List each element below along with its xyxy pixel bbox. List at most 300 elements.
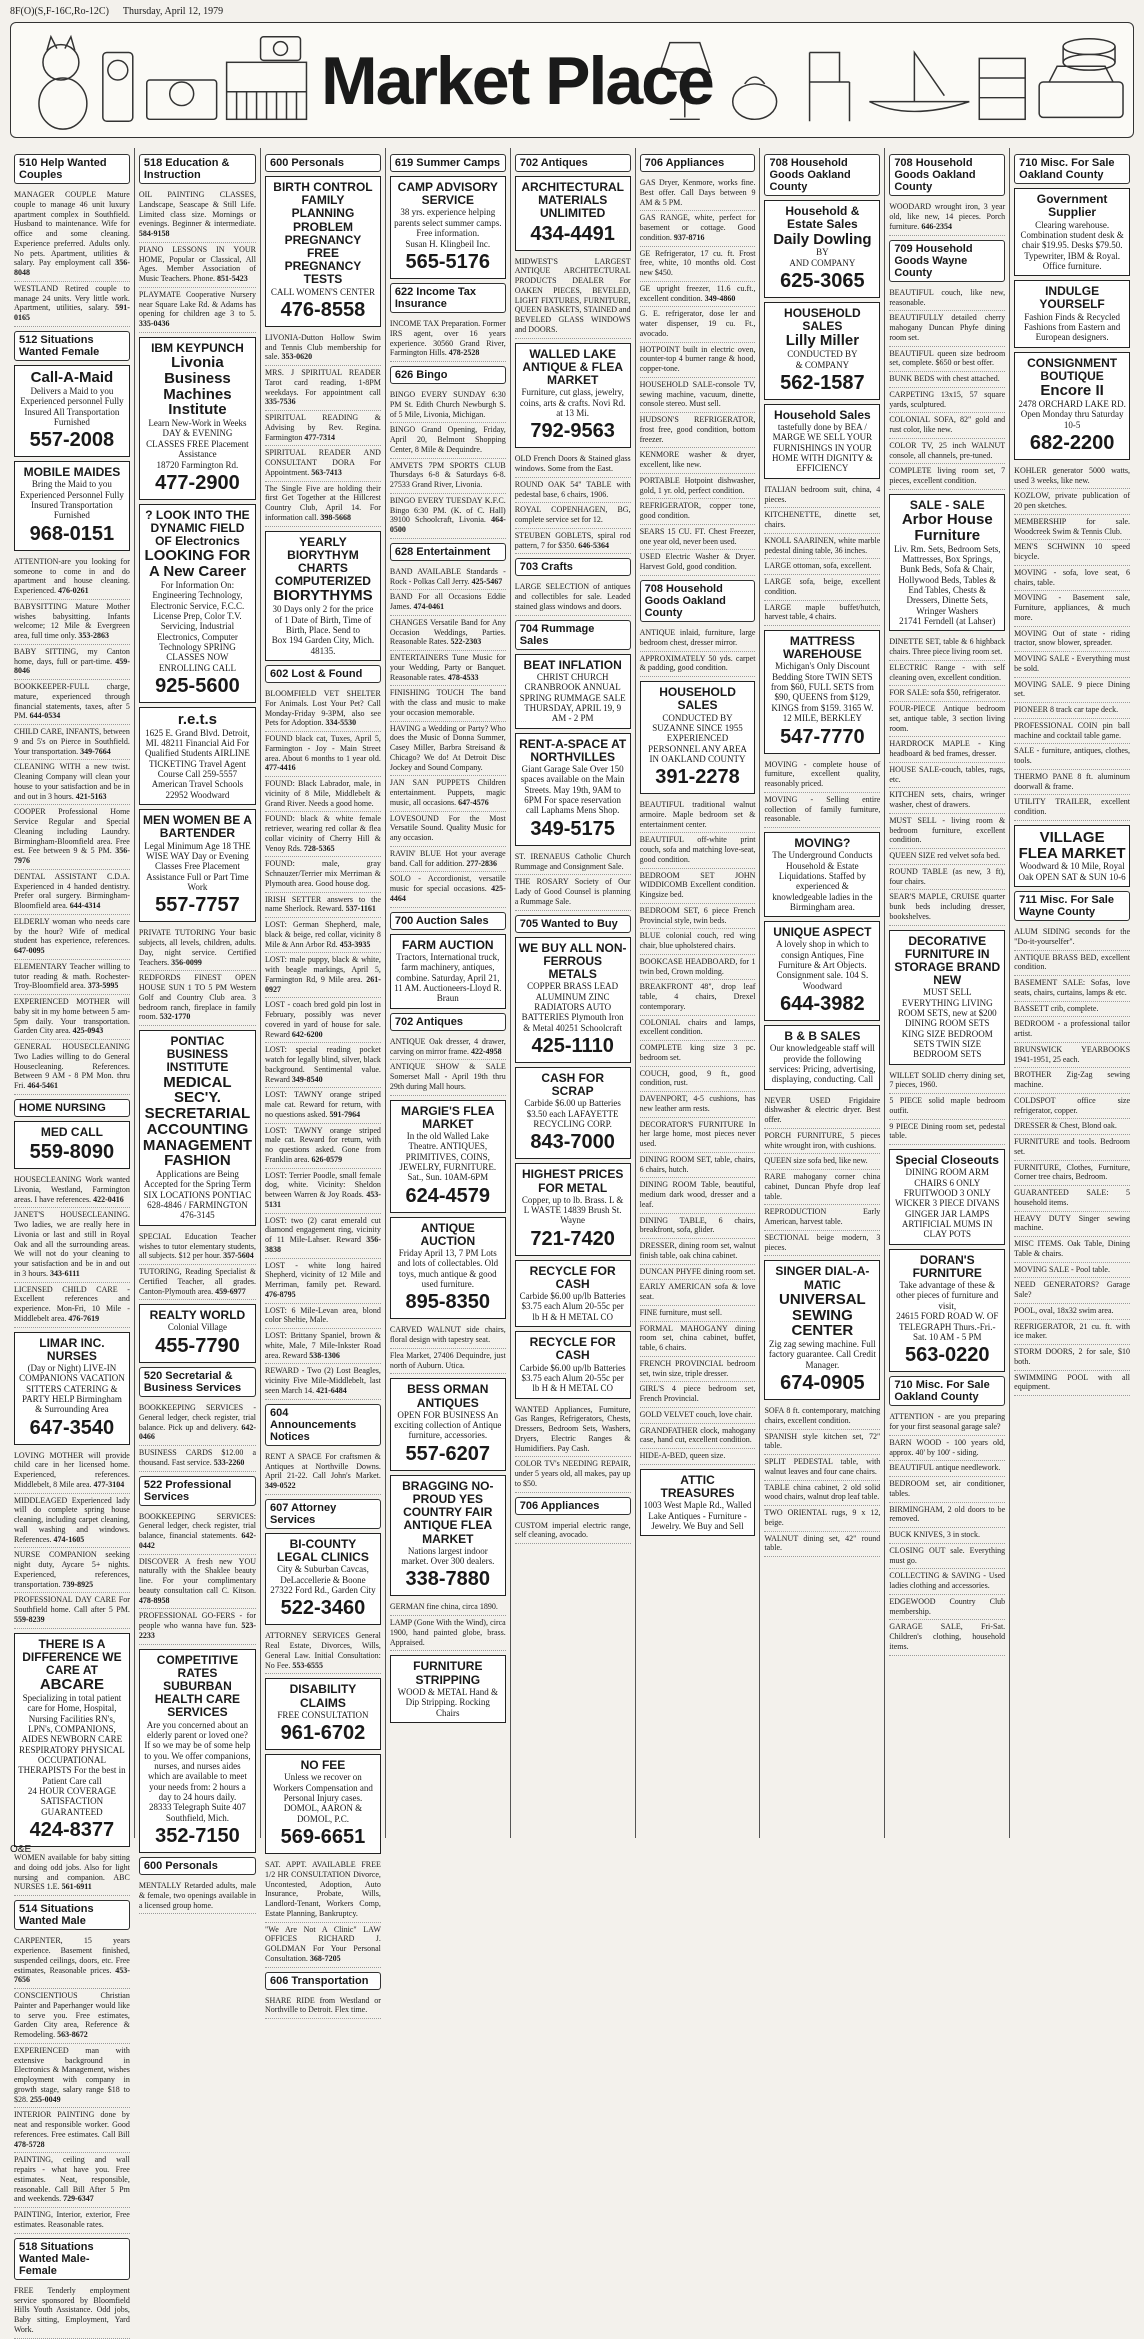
classified-ad bbox=[139, 1609, 256, 1644]
classified-ad bbox=[139, 971, 256, 1026]
ad-text: MUST SELL EVERYTHING LIVING ROOM SETS, new at $200 DINING ROOM SETS KING SIZE BEDROOM SETS TWIN SIZE BEDROOM SETS bbox=[897, 987, 997, 1060]
classified-ad bbox=[764, 575, 880, 601]
ad-phone: 647-3540 bbox=[29, 1416, 115, 1439]
ad-phone: 563-7413 bbox=[311, 467, 342, 477]
section-heading: 710 Misc. For Sale Oakland County bbox=[1014, 154, 1130, 184]
classified-ad bbox=[265, 1364, 381, 1399]
classified-ad bbox=[139, 1265, 256, 1300]
ad-body: MOVING SALE - Everything must be sold. bbox=[1014, 654, 1131, 673]
section-heading: 522 Professional Services bbox=[139, 1476, 256, 1506]
classified-ad bbox=[640, 282, 756, 308]
ad-body: ITALIAN bedroom suit, china, 4 pieces. bbox=[764, 484, 881, 504]
ad-phone: 349-5175 bbox=[530, 817, 615, 840]
display-ad bbox=[139, 1030, 256, 1226]
ad-body: FOUR-PIECE Antique bedroom set, antique table, 3 section living room. bbox=[889, 704, 1006, 733]
ad-body: USED Electric Washer & Dryer. Harvest Gold, good condition. bbox=[639, 552, 756, 572]
ad-phone: 557-7757 bbox=[155, 894, 240, 917]
ad-text: MEN WOMEN BE A BARTENDER bbox=[142, 813, 252, 841]
ad-body: ELDERLY woman who needs care by the hour? Wife of medical student has experience, references. bbox=[14, 916, 130, 946]
classified-ad bbox=[14, 725, 130, 760]
ad-body: WANTED Appliances, Furniture, Gas Ranges, Refrigerators, Chests, Dressers, Bedroom Sets, Washers, Dryers, Electric Ranges & Humidifiers. Pay Cash. bbox=[514, 1404, 631, 1453]
section-heading: 607 Attorney Services bbox=[265, 1499, 381, 1529]
classified-ad bbox=[640, 1178, 756, 1213]
classified-column bbox=[636, 148, 761, 1838]
ad-body: KENMORE washer & dryer, excellent, like new. bbox=[639, 450, 756, 470]
classified-ad bbox=[889, 1503, 1005, 1529]
classified-ad bbox=[390, 651, 506, 686]
display-ad bbox=[390, 1100, 506, 1213]
ad-text: FURNITURE STRIPPING bbox=[413, 1659, 483, 1687]
ad-body: INTERIOR PAINTING done by neat and responsible worker. Good references. Free estimates. Call Bill bbox=[14, 2110, 130, 2139]
ad-text: CONSIGNMENT BOUTIQUE bbox=[1027, 355, 1118, 383]
ad-phone: 349-4860 bbox=[704, 293, 736, 303]
classified-ad bbox=[640, 1214, 756, 1240]
ad-body: EDGEWOOD Country Club membership. bbox=[889, 1596, 1006, 1616]
ad-text: City & Suburban Cavcas, DeLaccellerie & Boone 27322 Ford Rd., Garden City bbox=[270, 1564, 376, 1596]
classified-ad bbox=[265, 482, 381, 527]
ad-body: BEAUTIFUL couch, like new, reasonable. bbox=[889, 287, 1006, 307]
section-heading: 708 Household Goods Oakland County bbox=[889, 154, 1005, 196]
ad-phone: 261-0927 bbox=[265, 974, 381, 994]
ad-text: Government Supplier bbox=[1036, 192, 1108, 220]
ad-text: WE BUY ALL NON-FERROUS METALS bbox=[518, 940, 627, 981]
ad-text: Lilly Miller bbox=[785, 332, 860, 350]
classified-ad bbox=[1014, 1212, 1130, 1238]
ad-text: Giant Garage Sale Over 150 spaces available on the Main Streets. May 19th, 9AM to 6PM For space reservation call Laphams Mens Shop. bbox=[520, 764, 625, 816]
ad-body: NEVER USED Frigidaire dishwasher & electric dryer. Best offer. bbox=[764, 1095, 881, 1125]
ad-body: ALUM SIDING seconds for the "Do-it-yourselfer". bbox=[1014, 927, 1131, 946]
ad-body: SOLO - Accordionist, versatile music for special occasions. bbox=[389, 874, 506, 894]
ad-body: BINGO Grand Opening, Friday, April 20, Belmont Shopping Center, 8 Mile & Dequindre. bbox=[389, 425, 506, 454]
ad-text: 1003 West Maple Rd., Walled Lake Antiques - Furniture - Jewelry. We Buy and Sell bbox=[643, 1500, 752, 1532]
ad-text: Our knowledgeable staff will provide the following services: Pricing, advertising, displaying, conducting. Call bbox=[769, 1043, 876, 1085]
ad-phone: 357-5604 bbox=[223, 1251, 254, 1261]
ad-phone: 559-8239 bbox=[14, 1614, 45, 1624]
display-ad bbox=[515, 1260, 631, 1327]
classified-ad bbox=[640, 1067, 756, 1093]
classified-ad bbox=[889, 890, 1005, 925]
ad-body: TUTORING, Reading Specialist & Certified Teacher, all grades. Canton-Plymouth area. bbox=[138, 1267, 257, 1296]
masthead-title: Market Place bbox=[321, 43, 713, 119]
ad-body: DAVENPORT, 4-5 cushions, has new leather arm rests. bbox=[639, 1094, 756, 1113]
classified-ad bbox=[14, 1548, 130, 1593]
classified-ad bbox=[640, 499, 756, 525]
ad-text: 24 HOUR COVERAGE SATISFACTION GUARANTEED bbox=[27, 1786, 116, 1817]
classified-ad bbox=[640, 474, 756, 500]
ad-phone: 728-5365 bbox=[303, 843, 335, 853]
ad-text: Arbor House Furniture bbox=[901, 511, 993, 544]
ad-body: REWARD - Two (2) Lost Beagles, vicinity Five Mile-Middlebelt, last seen March 14. bbox=[265, 1366, 381, 1395]
ad-body: POOL, oval, 18x32 swim area. bbox=[1014, 1305, 1114, 1315]
classified-ad bbox=[265, 857, 381, 892]
classified-ad bbox=[265, 1450, 381, 1495]
ad-phone: 626-0579 bbox=[311, 1154, 343, 1164]
ad-text: CONDUCTED BY SUZANNE SINCE 1955 EXPERIENCED PERSONNEL ANY AREA IN OAKLAND COUNTY bbox=[648, 712, 747, 764]
ad-body: BAND AVAILABLE Standards - Rock - Polkas Call Jerry. bbox=[389, 566, 506, 586]
classified-ad bbox=[640, 980, 756, 1015]
ad-body: NEED GENERATORS? Garage Sale? bbox=[1014, 1280, 1131, 1300]
ad-text: DISABILITY CLAIMS bbox=[289, 1682, 357, 1710]
ad-body: DINING TABLE, 6 chairs, breakfront, sofa, glider. bbox=[639, 1215, 756, 1235]
ad-phone: 477-3104 bbox=[93, 1479, 125, 1489]
display-ad bbox=[139, 1649, 256, 1853]
ad-phone: 424-8377 bbox=[29, 1819, 115, 1842]
ad-body: COUCH, good, 9 ft., good condition, rust. bbox=[639, 1068, 756, 1088]
ad-body: ATTORNEY SERVICES General Real Estate, Divorces, Wills, General Law. Initial Consultation: No Fee. bbox=[265, 1631, 381, 1670]
ad-body: EXPERIENCED man with extensive background in Electronics & Management, wishes employment with company in growth stage, salary range $18 to $28. bbox=[14, 2045, 130, 2104]
ad-body: HAVING a Wedding or Party? Who does the Music of Donna Summer, Casey Miller, Barbra Streisand & Chicago? We do! At Detroit Disc Jockey and Sound Company. bbox=[389, 723, 506, 772]
ad-text: Furniture, cut glass, jewelry, coins, arts & crafts. Novi Rd. at 13 Mi. bbox=[519, 387, 626, 418]
ad-body: FURNITURE and tools. Bedroom set. bbox=[1014, 1137, 1131, 1156]
ad-body: PORTABLE Hotpoint dishwasher, gold, 1 yr. old, perfect condition. bbox=[639, 475, 756, 495]
ad-body: HOUSEHOLD SALE-console TV, sewing machine, vacuum, dinette, console stereo. Must sell. bbox=[639, 379, 756, 409]
ad-text: Carbide $6.00 up Batteries $3.50 each LAFAYETTE RECYCLING CORP. bbox=[524, 1098, 621, 1129]
classified-ad bbox=[14, 2108, 130, 2153]
ad-text: REALTY WORLD bbox=[149, 1308, 246, 1323]
ad-body: CUSTOM imperial electric range, self cleaning, avocado. bbox=[514, 1520, 631, 1540]
ad-phone: 474-1605 bbox=[53, 1534, 85, 1544]
classified-ad bbox=[1014, 770, 1130, 796]
ad-text: Friday April 13, 7 PM Lots and lots of collectables. Old toys, much antique & good used furniture. bbox=[397, 1248, 499, 1290]
classified-ad bbox=[265, 1329, 381, 1364]
ad-body: LARGE sofa, beige, excellent condition. bbox=[764, 577, 881, 596]
ad-text: Learn New-Work in Weeks DAY & EVENING CLASSES FREE Placement Assistance bbox=[146, 418, 249, 460]
ad-body: GIRL'S 4 piece bedroom set, French Provincial. bbox=[639, 1384, 756, 1404]
ad-body: LOST: 6 Mile-Levan area, blond color Sheltie, Male. bbox=[265, 1305, 381, 1325]
classified-ad bbox=[1014, 925, 1130, 951]
classified-ad bbox=[889, 661, 1005, 687]
ad-text: DECORATIVE FURNITURE IN STORAGE BRAND NEW bbox=[894, 933, 1001, 988]
classified-ad bbox=[640, 307, 756, 342]
classified-ad bbox=[265, 1923, 381, 1968]
classified-ad bbox=[640, 652, 756, 678]
ad-body: RARE mahogany corner china cabinet, Duncan Phyfe drop leaf table. bbox=[764, 1172, 881, 1201]
ad-body: LARGE SELECTION of antiques and collectibles for sale. Leaded stained glass windows and doors. bbox=[514, 582, 631, 611]
classified-ad bbox=[265, 777, 381, 812]
classified-ad bbox=[1014, 1068, 1130, 1094]
classified-ad bbox=[1014, 1161, 1130, 1187]
classified-ad bbox=[889, 388, 1005, 414]
ad-body: SAT. APPT. AVAILABLE FREE 1/2 HR CONSULTATION Divorce, Uncontested, Adoption, Auto Insurance, Probate, Wills, Landlord-Tenant, Workers Comp, Estate Planning, Bankruptcy. bbox=[265, 1860, 381, 1918]
classified-ad bbox=[265, 812, 381, 857]
ad-body: COLONIAL SOFA, 82" gold and rust color, like new. bbox=[889, 415, 1006, 435]
classified-ad bbox=[14, 1989, 130, 2044]
ad-body: STORM DOORS, 2 for sale, $10 both. bbox=[1014, 1347, 1131, 1366]
classified-ad bbox=[390, 494, 506, 539]
ad-text: UNIQUE ASPECT bbox=[773, 925, 872, 940]
classified-ad bbox=[889, 347, 1005, 373]
chair-icon bbox=[810, 52, 850, 121]
ad-phone: 421-5163 bbox=[75, 791, 107, 801]
classified-ad bbox=[1014, 1043, 1130, 1069]
display-ad bbox=[265, 1678, 381, 1750]
display-ad bbox=[764, 832, 880, 917]
ad-phone: 349-7664 bbox=[80, 746, 111, 756]
ad-phone: 455-7790 bbox=[155, 1334, 240, 1357]
section-heading: 606 Transportation bbox=[265, 1972, 381, 1990]
classified-ad bbox=[889, 1461, 1005, 1477]
ad-phone: 925-5600 bbox=[155, 675, 240, 697]
ad-text: Carbide $6.00 up/lb Batteries $3.75 each Alum 20-55c per lb H & H METAL CO bbox=[519, 1291, 626, 1322]
classified-ad bbox=[14, 1283, 130, 1328]
ad-text: ABCARE bbox=[39, 1676, 105, 1694]
ad-phone: 937-8716 bbox=[673, 232, 705, 242]
display-ad bbox=[390, 1378, 506, 1470]
classified-ad bbox=[139, 188, 256, 243]
classified-ad bbox=[390, 459, 506, 494]
ad-text: A lovely shop in which to consign Antiques, Fine Furniture & Art Objects. Consignment sale. 104 S. Woodward bbox=[776, 939, 869, 991]
classified-ad bbox=[889, 1410, 1005, 1436]
ad-body: CARPETING 13x15, 57 square yards, sculptured. bbox=[889, 389, 1006, 409]
classified-ad bbox=[515, 850, 631, 876]
ad-body: REPRODUCTION Early American, harvest table. bbox=[764, 1207, 881, 1227]
display-ad bbox=[764, 921, 880, 1021]
display-ad bbox=[515, 1331, 631, 1398]
ad-text: RECYCLE FOR CASH bbox=[529, 1263, 616, 1291]
display-ad bbox=[889, 1149, 1005, 1245]
ad-text: Tractors, International truck, farm machinery, antiques, combine. Saturday, April 21, 11 AM. Auctioneers-Lloyd R. Braun bbox=[394, 952, 502, 1004]
section-heading: 604 Announcements Notices bbox=[265, 1404, 381, 1446]
classified-ad bbox=[515, 478, 631, 504]
classified-ad bbox=[265, 366, 381, 411]
ad-text: Zig zag sewing machine. Full factory guarantee. Call Credit Manager. bbox=[768, 1339, 876, 1370]
display-ad bbox=[889, 1249, 1005, 1372]
classified-ad bbox=[1014, 1002, 1130, 1018]
ad-phone: 851-5423 bbox=[217, 274, 248, 284]
ad-body: UTILITY TRAILER, excellent condition. bbox=[1014, 797, 1131, 817]
display-ad bbox=[640, 1469, 756, 1536]
display-ad bbox=[1014, 188, 1130, 276]
ad-body: GAS RANGE, white, perfect for basement or cottage. Good condition. bbox=[639, 213, 756, 242]
classified-ad bbox=[640, 1041, 756, 1067]
ad-phone: 565-5176 bbox=[405, 250, 491, 273]
ad-phone: 425-0943 bbox=[72, 1026, 104, 1036]
ad-body: LOST: German Shepherd, male, black & beige, red collar, vicinity 8 Mile & Ann Arbor Rd. bbox=[265, 920, 381, 949]
ad-body: MOVING - sofa, love seat, 6 chairs, table. bbox=[1014, 567, 1131, 587]
ad-body: HOUSECLEANING Work wanted Livonia, Westland, Farmington areas. I have references. bbox=[14, 1175, 130, 1204]
ad-phone: 642-6200 bbox=[291, 1029, 323, 1039]
ad-body: FINE furniture, must sell. bbox=[639, 1307, 723, 1317]
classified-ad bbox=[640, 1016, 756, 1042]
ad-text: COPPER BRASS LEAD ALUMINUM ZINC RADIATORS AUTO BATTERIES Plymouth Iron & Metal 40251 Schoolcraft bbox=[521, 981, 624, 1033]
ad-body: QUEEN SIZE red velvet sofa bed. bbox=[889, 851, 1000, 860]
ad-text: CONDUCTED BY bbox=[787, 349, 858, 360]
section-heading: 602 Lost & Found bbox=[265, 665, 381, 683]
ad-body: GE Refrigerator, 17 cu. ft. Frost free, white, 10 months old. Cost new $450. bbox=[639, 248, 756, 278]
classified-ad bbox=[889, 286, 1005, 312]
ad-body: SPIRITUAL READING & Advising by Rev. Regina. Farmington bbox=[265, 413, 381, 442]
ad-phone: 562-1587 bbox=[780, 371, 865, 394]
ad-phone: 547-7770 bbox=[780, 725, 865, 748]
camera-icon bbox=[261, 37, 301, 61]
section-heading: 514 Situations Wanted Male bbox=[14, 1900, 130, 1930]
ad-phone: 584-9158 bbox=[138, 229, 170, 239]
ad-body: LARGE ottoman, sofa, excellent. bbox=[764, 561, 872, 571]
classified-ad bbox=[390, 686, 506, 721]
ad-body: ANTIQUE SHOW & SALE Somerset Mall - April 19th thru 29th during Mall hours. bbox=[389, 1062, 506, 1091]
classified-ad bbox=[889, 1569, 1005, 1595]
ad-body: LOST: two (2) carat emerald cut diamond engagement ring, vicinity of 11 Mile-Lahser. Reward bbox=[265, 1215, 381, 1244]
ad-phone: 968-0151 bbox=[29, 522, 115, 545]
ad-phone: 792-9563 bbox=[530, 420, 615, 443]
ad-text: YEARLY BIORYTHYM CHARTS COMPUTERIZED bbox=[274, 534, 371, 589]
ad-phone: 464-5461 bbox=[27, 1081, 59, 1091]
ad-body: MOVING Out of state - riding tractor, snow blower, spreader. bbox=[1014, 628, 1131, 648]
classified-ad bbox=[889, 439, 1005, 465]
ad-text: FARM AUCTION bbox=[402, 937, 494, 952]
classified-ad bbox=[515, 529, 631, 555]
ad-body: BEDROOM - a professional tailor artist. bbox=[1014, 1019, 1131, 1039]
section-heading: HOME NURSING bbox=[14, 1099, 130, 1117]
ad-text: 38 yrs. experience helping parents select summer camps. Free information. bbox=[394, 207, 502, 239]
classified-ad bbox=[14, 2208, 130, 2234]
section-heading: 628 Entertainment bbox=[390, 543, 506, 561]
classified-ad bbox=[1014, 795, 1130, 821]
classified-ad bbox=[640, 1280, 756, 1306]
classified-ad bbox=[764, 1231, 880, 1257]
ad-text: Household Sales bbox=[774, 407, 871, 422]
classified-ad bbox=[14, 1173, 130, 1208]
classified-ad bbox=[390, 847, 506, 873]
ad-text: Carbide $6.00 up/lb Batteries $3.75 each Alum 20-55c per lb H & H METAL CO bbox=[519, 1362, 626, 1394]
ad-body: MOVING SALE - Pool table. bbox=[1014, 1264, 1110, 1274]
display-ad bbox=[889, 494, 1005, 631]
section-heading: 700 Auction Sales bbox=[390, 912, 506, 930]
ad-phone: 476-8558 bbox=[280, 298, 366, 321]
classified-ad bbox=[14, 915, 130, 960]
display-ad bbox=[390, 1655, 506, 1722]
section-heading: 706 Appliances bbox=[515, 1497, 631, 1515]
classified-ad bbox=[1014, 540, 1130, 566]
classified-ad bbox=[265, 1629, 381, 1674]
display-ad bbox=[1014, 280, 1130, 347]
ad-body: MEMBERSHIP for sale. Woodcreek Swim & Tennis Club. bbox=[1014, 516, 1131, 536]
page-header bbox=[10, 6, 1134, 20]
classified-ad bbox=[640, 378, 756, 413]
ad-body: ATTENTION - are you preparing for your first seasonal garage sale? bbox=[889, 1412, 1006, 1432]
ad-body: HEAVY DUTY Singer sewing machine. bbox=[1014, 1213, 1131, 1233]
classified-ad bbox=[764, 758, 880, 793]
ad-text: 1625 E. Grand Blvd. Detroit, MI. 48211 Financial Aid For Qualified Students AIRLINE TICKETING Travel Agent Course Call 259-5557 American Travel Schools 22952 Woodward bbox=[144, 727, 250, 800]
ad-phone: 557-6207 bbox=[405, 1442, 491, 1465]
classified-ad bbox=[14, 2153, 130, 2208]
ad-body: DENTAL ASSISTANT C.D.A. Experienced in 4 handed dentistry. Prefer oral surgery. Birmingham-Bloomfield area. bbox=[14, 871, 130, 911]
classified-ad bbox=[1014, 1320, 1130, 1346]
ad-body: PIANO LESSONS IN YOUR HOME, Popular or Classical, All Ages. Member Association of Music Teachers. Phone. bbox=[138, 244, 257, 284]
display-ad bbox=[265, 1754, 381, 1854]
classified-ad bbox=[515, 452, 631, 478]
ad-body: LOST - coach bred gold pin lost in February, possibly was never covered in yard of house for sale. Reward bbox=[265, 1000, 381, 1039]
ad-body: ROUND OAK 54" TABLE with pedestal base, 6 chairs, 1906. bbox=[514, 479, 631, 499]
ad-phone: 477-4416 bbox=[265, 763, 296, 773]
ad-text: SINGER DIAL-A-MATIC bbox=[775, 1264, 870, 1292]
ad-text: Liv. Rm. Sets, Bedroom Sets, Mattresses, Box Springs, Bunk Beds, Sofa & Chair, Hollywood Beds, Tables & End Tables, Chests & Dressers, Dinette Sets, Wringer Washers bbox=[894, 543, 1001, 616]
section-heading: 702 Antiques bbox=[515, 154, 631, 172]
ad-phone: 642-0466 bbox=[138, 1422, 257, 1442]
ad-body: REDFORDS FINEST OPEN HOUSE SUN 1 TO 5 PM Western Golf and Country Club area. 3 bedroom ranch, fireplace in family room. bbox=[138, 973, 257, 1022]
ad-phone: 559-8090 bbox=[29, 1141, 115, 1164]
ad-body: PAINTING, Interior, exterior, Free estimates. Reasonable rates. bbox=[14, 2210, 130, 2229]
ad-body: FURNITURE, Clothes, Furniture, Corner tree chairs, Bedroom. bbox=[1014, 1162, 1131, 1182]
ad-body: MOVING SALE. 9 piece Dining set. bbox=[1014, 679, 1131, 699]
ad-body: CARVED WALNUT side chairs, floral design with tapestry seat. bbox=[389, 1325, 506, 1345]
classified-grid bbox=[10, 148, 1134, 2334]
classified-ad bbox=[265, 732, 381, 777]
ad-body: SECTIONAL beige modern, 3 pieces. bbox=[764, 1232, 881, 1252]
classified-ad bbox=[889, 737, 1005, 763]
classified-ad bbox=[1014, 1304, 1130, 1320]
classified-ad bbox=[14, 1851, 130, 1896]
ad-body: PROFESSIONAL COIN pin ball machine and cocktail table game. bbox=[1014, 720, 1131, 740]
display-ad bbox=[764, 630, 880, 753]
ad-body: HIDE-A-BED, queen size. bbox=[639, 1451, 726, 1461]
ad-phone: 478-2528 bbox=[448, 348, 480, 358]
ad-body: FREE Tenderly employment service sponsored by Bloomfield Hills Youth Assistance. Odd jobs, Baby sitting, Employment, Yard Work. bbox=[14, 2285, 130, 2334]
classified-ad bbox=[764, 1404, 880, 1430]
ad-text: MEDICAL SEC'Y. SECRETARIAL ACCOUNTING MANAGEMENT FASHION bbox=[142, 1073, 253, 1170]
ad-body: BREAKFRONT 48", drop leaf table, 4 chairs, Drexel contemporary. bbox=[639, 982, 756, 1011]
classified-ad bbox=[1014, 566, 1130, 592]
classified-ad bbox=[1014, 464, 1130, 490]
ad-body: LOST: TAWNY orange striped male cat. Reward for return, with no questions asked. bbox=[265, 1090, 381, 1119]
ad-text: Special Closeouts bbox=[895, 1153, 999, 1168]
ad-text: BIRTH CONTROL FAMILY PLANNING PROBLEM PREGNANCY FREE PREGNANCY TESTS bbox=[273, 180, 373, 287]
section-heading: 709 Household Goods Wayne County bbox=[889, 240, 1005, 282]
ad-phone: 532-1770 bbox=[159, 1012, 191, 1022]
section-heading: 706 Appliances bbox=[640, 154, 756, 172]
ad-body: FRENCH PROVINCIAL bedroom set, twin size, triple dresser. bbox=[639, 1358, 756, 1378]
ad-body: OLD French Doors & Stained glass windows. Some from the East. bbox=[514, 454, 631, 473]
display-ad bbox=[265, 176, 381, 327]
ad-body: LOVESOUND For the Most Versatile Sound. Quality Music for any occasion. bbox=[389, 813, 506, 843]
ad-phone: 478-4533 bbox=[447, 672, 479, 682]
ad-body: LOST: special reading pocket watch for legally blind, silver, black background. Sentimental value. Reward bbox=[265, 1045, 381, 1084]
ad-text: Legal Minimum Age 18 THE WISE WAY Day or Evening Classes Free Placement Assistance Full or Part Time Work bbox=[144, 840, 251, 892]
ad-phone: 459-8046 bbox=[14, 656, 130, 676]
ad-phone: 464-0500 bbox=[389, 515, 506, 535]
classified-ad bbox=[390, 722, 506, 777]
ad-body: MOVING - complete house of furniture, excellent quality, reasonably priced. bbox=[764, 759, 881, 788]
ad-body: MOVING - Basement sale, Furniture, appliances, & much more. bbox=[1014, 593, 1131, 622]
ad-body: DINING ROOM SET, table, chairs, 6 chairs, hutch. bbox=[639, 1154, 756, 1174]
classified-ad bbox=[764, 1170, 880, 1205]
ad-body: COLDSPOT office size refrigerator, copper. bbox=[1014, 1095, 1131, 1115]
typewriter-icon bbox=[1039, 66, 1123, 117]
ad-body: BEDROOM SET JOHN WIDDICOMB Excellent condition. Kingsize bed. bbox=[639, 870, 756, 900]
classified-ad bbox=[14, 2044, 130, 2109]
ad-body: LOST - white long haired Shepherd, vicinity of 12 Mile and Merriman, family pet. Reward. bbox=[265, 1260, 381, 1289]
ad-body: LIVONIA-Dutton Hollow Swim and Tennis Club membership for sale. bbox=[265, 332, 381, 362]
record-player-icon bbox=[147, 80, 217, 119]
section-heading: 703 Crafts bbox=[515, 558, 631, 576]
ad-phone: 895-8350 bbox=[405, 1291, 491, 1314]
masthead-banner bbox=[10, 22, 1134, 138]
ad-body: LOVING MOTHER will provide child care in her licensed home. Experienced, references. Middlebelt, 8 Mile area. bbox=[14, 1450, 130, 1489]
section-heading: 711 Misc. For Sale Wayne County bbox=[1014, 891, 1130, 921]
ad-body: DRESSER & Chest, Blond oak. bbox=[1014, 1121, 1117, 1131]
ad-body: PRIVATE TUTORING Your basic subjects, all levels, children, adults. Day, night service. Certified Teachers. bbox=[138, 928, 257, 967]
classified-ad bbox=[889, 702, 1005, 737]
ad-body: LARGE maple buffet/hutch, harvest table, 4 chairs. bbox=[764, 602, 881, 622]
display-ad bbox=[1014, 352, 1130, 460]
classified-ad bbox=[1014, 744, 1130, 770]
drum-icon bbox=[1063, 39, 1115, 70]
display-ad bbox=[764, 200, 880, 298]
ad-body: OIL PAINTING CLASSES, Landscape, Seascape & Still Life. Limited class size. Mornings or evenings. Beginner & intermediate. bbox=[138, 190, 257, 229]
ad-phone: 453-5131 bbox=[265, 1190, 381, 1209]
ad-body: MANAGER COUPLE Mature couple to manage 46 unit luxury apartment complex in Southfield. Husband to maintenance. Wife for office and some cleaning. Experience preferred. Adults only. No pets. Apartment, utilities & salary. Pay employment call bbox=[14, 190, 130, 268]
ad-text: & COMPANY bbox=[795, 359, 850, 370]
